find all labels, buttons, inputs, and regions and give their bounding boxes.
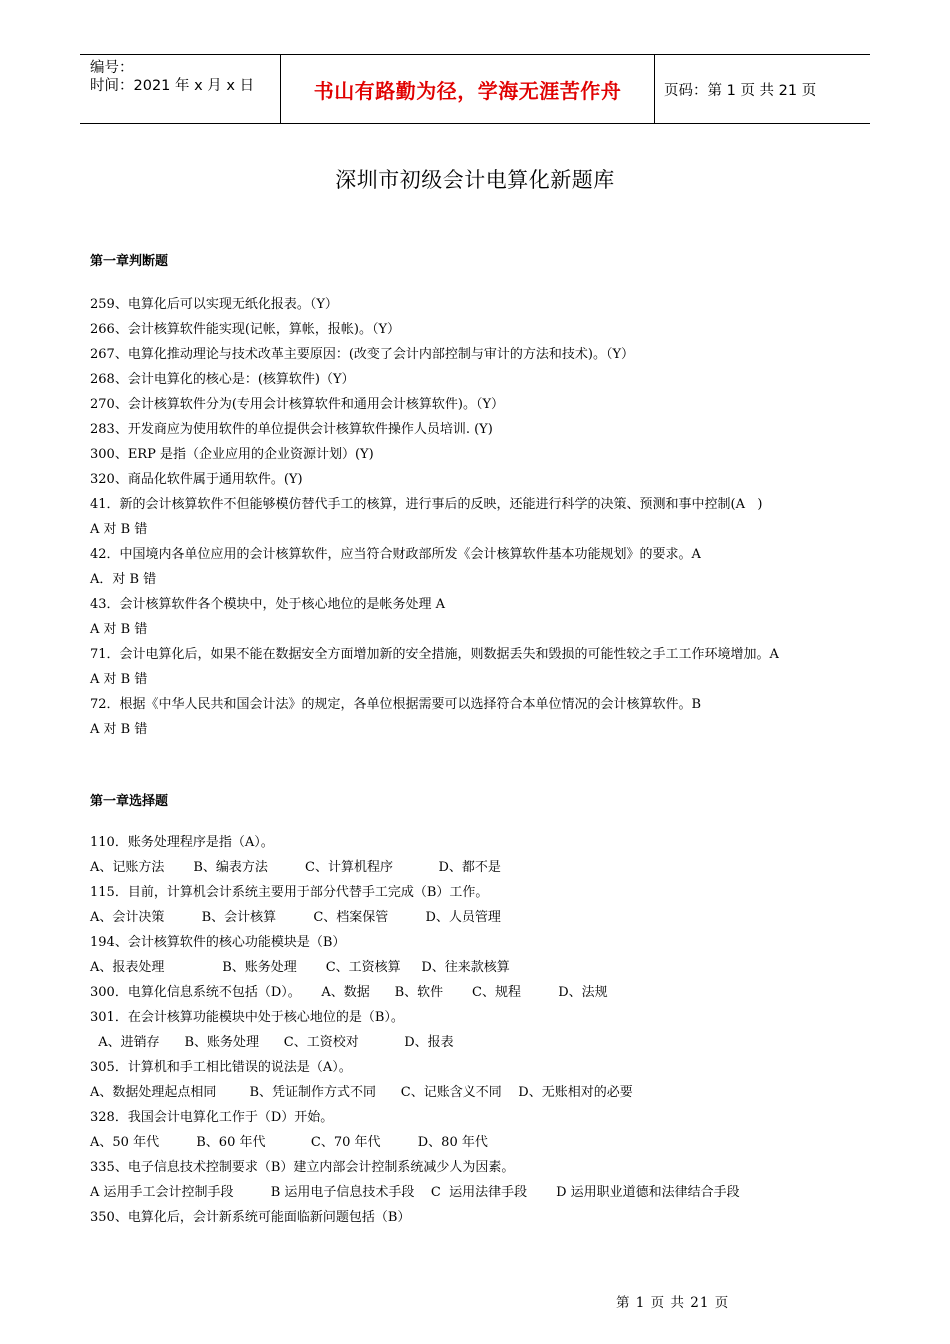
question-line: 267、电算化推动理论与技术改革主要原因：(改变了会计内部控制与审计的方法和技术)。（Y） bbox=[90, 347, 635, 362]
question-line: 259、电算化后可以实现无纸化报表。（Y） bbox=[90, 297, 338, 312]
question-line: A 运用手工会计控制手段 B 运用电子信息技术手段 C 运用法律手段 D 运用职业道德和法律结合手段 bbox=[90, 1185, 740, 1200]
question-line: A 对 B 错 bbox=[90, 672, 148, 687]
number-label: 编号： bbox=[90, 60, 134, 76]
question-line: 300．电算化信息系统不包括（D）。 A、数据 B、软件 C、规程 D、法规 bbox=[90, 985, 608, 1000]
page-footer: 第 1 页 共 21 页 bbox=[616, 1295, 730, 1311]
question-line: 41．新的会计核算软件不但能够模仿替代手工的核算，进行事后的反映，还能进行科学的决策、预测和事中控制(A ) bbox=[90, 497, 763, 512]
question-line: A、50 年代 B、60 年代 C、70 年代 D、80 年代 bbox=[90, 1135, 488, 1150]
question-line: A、数据处理起点相同 B、凭证制作方式不同 C、记账含义不同 D、无账相对的必要 bbox=[90, 1085, 633, 1100]
header-page-info: 页码：第 1 页 共 21 页 bbox=[664, 82, 817, 99]
question-line: A 对 B 错 bbox=[90, 622, 148, 637]
choice-questions bbox=[90, 830, 860, 1230]
question-line: 301．在会计核算功能模块中处于核心地位的是（B）。 bbox=[90, 1010, 404, 1025]
question-line: 328．我国会计电算化工作于（D）开始。 bbox=[90, 1110, 334, 1125]
question-line: 194、会计核算软件的核心功能模块是（B） bbox=[90, 935, 346, 950]
question-line: 320、商品化软件属于通用软件。(Y) bbox=[90, 472, 303, 487]
question-line: A、报表处理 B、账务处理 C、工资核算 D、往来款核算 bbox=[90, 960, 510, 975]
header-motto: 书山有路勤为径，学海无涯苦作舟 bbox=[281, 55, 655, 123]
question-line: 43．会计核算软件各个模块中，处于核心地位的是帐务处理 A bbox=[90, 597, 446, 612]
judgment-questions bbox=[90, 292, 860, 742]
question-line: 350、电算化后，会计新系统可能面临新问题包括（B） bbox=[90, 1210, 411, 1225]
question-line: 110．账务处理程序是指（A）。 bbox=[90, 835, 274, 850]
document-title: 深圳市初级会计电算化新题库 bbox=[335, 168, 615, 192]
header-meta bbox=[80, 55, 281, 123]
question-line: A 对 B 错 bbox=[90, 522, 148, 537]
header-table bbox=[80, 54, 870, 124]
question-line: 72．根据《中华人民共和国会计法》的规定，各单位根据需要可以选择符合本单位情况的会计核算软件。B bbox=[90, 697, 702, 712]
date-label: 时间：2021 年 x 月 x 日 bbox=[90, 78, 255, 94]
question-line: A、进销存 B、账务处理 C、工资校对 D、报表 bbox=[90, 1035, 454, 1050]
section-heading-judgment: 第一章判断题 bbox=[90, 254, 169, 269]
question-line: 42．中国境内各单位应用的会计核算软件，应当符合财政部所发《会计核算软件基本功能规划》的要求。A bbox=[90, 547, 701, 562]
question-line: 71．会计电算化后，如果不能在数据安全方面增加新的安全措施，则数据丢失和毁损的可能性较之手工工作环境增加。A bbox=[90, 647, 779, 662]
question-line: 335、电子信息技术控制要求（B）建立内部会计控制系统减少人为因素。 bbox=[90, 1160, 515, 1175]
question-line: A．对 B 错 bbox=[90, 572, 157, 587]
question-line: 300、ERP 是指（企业应用的企业资源计划）(Y) bbox=[90, 447, 374, 462]
question-line: 266、会计核算软件能实现(记帐，算帐，报帐)。（Y） bbox=[90, 322, 401, 337]
question-line: 270、会计核算软件分为(专用会计核算软件和通用会计核算软件)。（Y） bbox=[90, 397, 505, 412]
question-line: 268、会计电算化的核心是：(核算软件)（Y） bbox=[90, 372, 355, 387]
question-line: A 对 B 错 bbox=[90, 722, 148, 737]
section-heading-choice: 第一章选择题 bbox=[90, 794, 169, 809]
question-line: A、会计决策 B、会计核算 C、档案保管 D、人员管理 bbox=[90, 910, 501, 925]
question-line: A、记账方法 B、编表方法 C、计算机程序 D、都不是 bbox=[90, 860, 501, 875]
question-line: 305．计算机和手工相比错误的说法是（A）。 bbox=[90, 1060, 352, 1075]
question-line: 283、开发商应为使用软件的单位提供会计核算软件操作人员培训. (Y) bbox=[90, 422, 493, 437]
question-line: 115．目前，计算机会计系统主要用于部分代替手工完成（B）工作。 bbox=[90, 885, 489, 900]
